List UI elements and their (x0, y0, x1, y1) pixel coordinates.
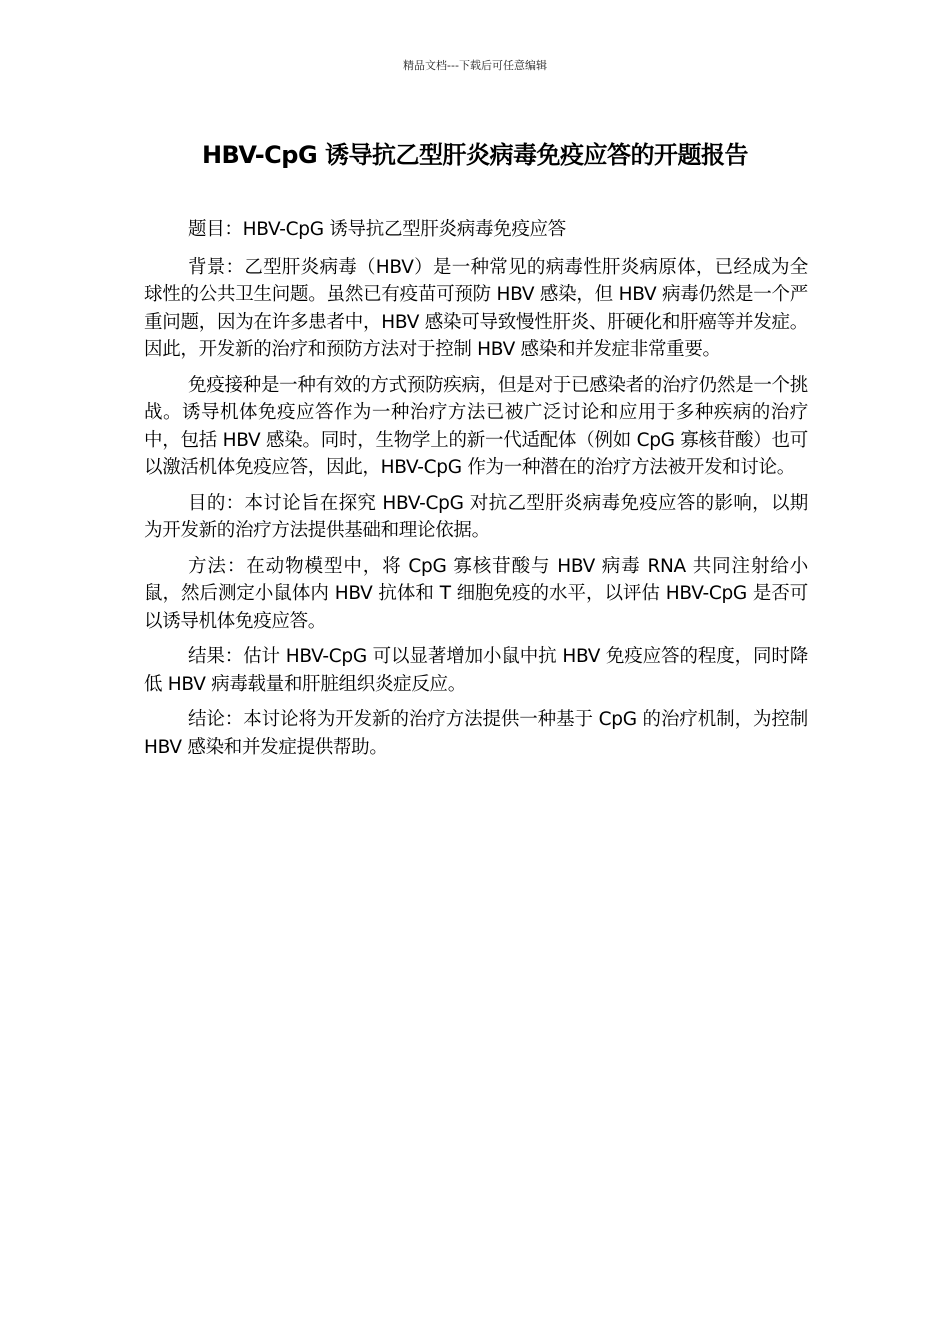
paragraph-results: 结果：估计 HBV-CpG 可以显著增加小鼠中抗 HBV 免疫应答的程度，同时降低 HBV 病毒载量和肝脏组织炎症反应。 (144, 646, 808, 695)
paragraph-method: 方法：在动物模型中，将 CpG 寡核苷酸与 HBV 病毒 RNA 共同注射给小鼠，然后测定小鼠体内 HBV 抗体和 T 细胞免疫的水平，以评估 HBV-CpG 是否可以诱导机体免疫应答。 (144, 555, 808, 632)
paragraph-conclusion: 结论：本讨论将为开发新的治疗方法提供一种基于 CpG 的治疗机制，为控制 HBV 感染和并发症提供帮助。 (144, 709, 808, 758)
page-header: 精品文档---下载后可任意编辑 (403, 59, 547, 72)
paragraph-purpose: 目的：本讨论旨在探究 HBV-CpG 对抗乙型肝炎病毒免疫应答的影响，以期为开发新的治疗方法提供基础和理论依据。 (144, 492, 808, 541)
document-body (144, 216, 808, 769)
paragraph-topic: 题目：HBV-CpG 诱导抗乙型肝炎病毒免疫应答 (188, 219, 566, 240)
paragraph-background: 背景：乙型肝炎病毒（HBV）是一种常见的病毒性肝炎病原体，已经成为全球性的公共卫生问题。虽然已有疫苗可预防 HBV 感染，但 HBV 病毒仍然是一个严重问题，因为在许多患者中，HBV 感染可导致慢性肝炎、肝硬化和肝癌等并发症。因此，开发新的治疗和预防方法对于控制 HBV 感染和并发症非常重要。 (144, 256, 808, 360)
document-title: HBV-CpG 诱导抗乙型肝炎病毒免疫应答的开题报告 (201, 141, 749, 169)
paragraph-immunization: 免疫接种是一种有效的方式预防疾病，但是对于已感染者的治疗仍然是一个挑战。诱导机体免疫应答作为一种治疗方法已被广泛讨论和应用于多种疾病的治疗中，包括 HBV 感染。同时，生物学上的新一代适配体（例如 CpG 寡核苷酸）也可以激活机体免疫应答，因此，HBV-CpG 作为一种潜在的治疗方法被开发和讨论。 (144, 374, 808, 478)
